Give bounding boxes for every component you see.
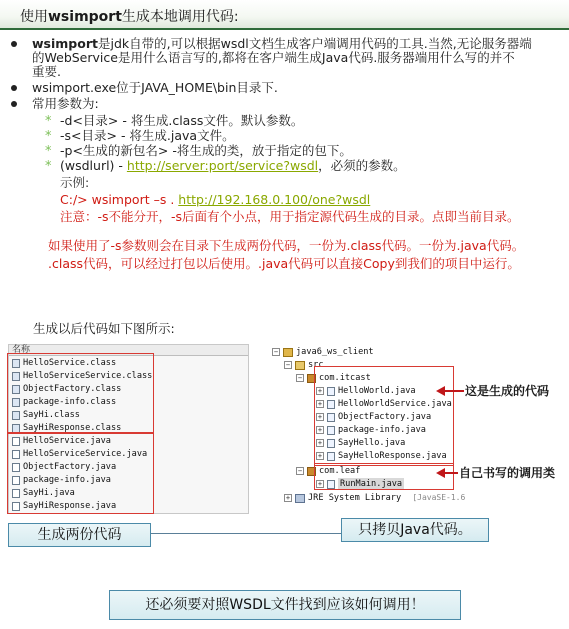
bullet-bold: wsimport	[32, 36, 98, 51]
file-name: ObjectFactory.java	[23, 462, 117, 472]
generated-code-highlight	[314, 366, 454, 466]
command-text: C:/> wsimport –s .	[60, 192, 179, 207]
file-name: SayHiResponse.java	[23, 501, 117, 511]
expand-icon[interactable]: +	[317, 452, 323, 460]
connector-line	[151, 533, 341, 534]
project-icon	[283, 348, 293, 357]
tree-label: package-info.java	[338, 425, 426, 435]
tree-label-selected: RunMain.java	[340, 479, 403, 489]
file-name: package-info.java	[23, 475, 111, 485]
library-version-tag: [JavaSE-1.6	[412, 493, 466, 502]
bullet-list	[8, 37, 563, 271]
example-label: 示例:	[60, 175, 90, 190]
param-item	[8, 128, 563, 143]
title-suffix: 生成本地调用代码:	[121, 9, 239, 25]
bullet-text-line2: 的WebService是用什么语言写的,都将在客户端生成Java代码.服务器端用什么写的并不	[32, 50, 515, 65]
own-code-highlight	[314, 463, 454, 490]
bullet-dot-icon	[11, 85, 17, 91]
example-command	[8, 192, 563, 207]
file-name: package-info.class	[23, 397, 117, 407]
expand-icon[interactable]: +	[285, 494, 291, 502]
expand-icon[interactable]: +	[317, 426, 323, 434]
file-name: HelloService.class	[23, 358, 117, 368]
collapse-icon[interactable]: −	[297, 467, 303, 475]
tree-label: SayHelloResponse.java	[338, 451, 447, 461]
tree-label: HelloWorld.java	[338, 386, 416, 396]
collapse-icon[interactable]: −	[285, 361, 291, 369]
tree-label: java6_ws_client	[296, 347, 374, 357]
class-files-highlight	[7, 353, 154, 434]
expand-icon[interactable]: +	[317, 400, 323, 408]
example-note: 注意：-s不能分开，-s后面有个小点，用于指定源代码生成的目录。点即当前目录。	[60, 209, 520, 224]
section-subtitle: 生成以后代码如下图所示:	[33, 321, 175, 336]
param-text: -p<生成的新包名> -将生成的类，放于指定的包下。	[60, 143, 352, 158]
collapse-icon[interactable]: −	[273, 348, 279, 356]
tree-library[interactable]	[284, 492, 465, 504]
bullet-item	[8, 97, 563, 111]
tree-label: HelloWorldService.java	[338, 399, 452, 409]
bullet-text-line3: 重要.	[32, 64, 61, 79]
tree-label: com.itcast	[319, 373, 371, 383]
title-prefix: 使用	[20, 9, 48, 25]
slide-title	[20, 6, 239, 26]
tree-label: JRE System Library	[308, 493, 402, 503]
bullet-dot-icon	[11, 41, 17, 47]
callout-own: 自己书写的调用类	[459, 466, 556, 480]
expand-icon[interactable]: +	[317, 413, 323, 421]
java-files-highlight	[7, 432, 154, 514]
param-text: -d<目录> - 将生成.class文件。默认参数。	[60, 113, 304, 128]
file-name: HelloServiceService.class	[23, 371, 153, 381]
example-tip-line2: .class代码，可以经过打包以后使用。.java代码可以直接Copy到我们的项目中运行。	[48, 256, 520, 271]
tree-label: SayHello.java	[338, 438, 406, 448]
source-folder-icon	[295, 361, 305, 370]
file-name: SayHi.class	[23, 410, 80, 420]
bullet-text: wsimport.exe位于JAVA_HOME\bin目录下.	[32, 80, 278, 95]
sub-bullet-icon: *	[45, 159, 52, 174]
arrow-line	[444, 472, 458, 474]
bullet-item	[8, 37, 563, 79]
file-name: HelloServiceService.java	[23, 449, 148, 459]
collapse-icon[interactable]: −	[297, 374, 303, 382]
param-item	[8, 113, 563, 128]
label-box-two-copies: 生成两份代码	[8, 523, 151, 547]
example-url-link[interactable]: http://192.168.0.100/one?wsdl	[178, 192, 371, 207]
tree-label: ObjectFactory.java	[338, 412, 432, 422]
expand-icon[interactable]: +	[317, 480, 323, 488]
param-text: -s<目录> - 将生成.java文件。	[60, 128, 235, 143]
label-box-copy-java: 只拷贝Java代码。	[341, 518, 489, 542]
tree-project[interactable]	[272, 346, 374, 358]
param-item	[8, 143, 563, 158]
param-text-suffix: ，必须的参数。	[318, 158, 406, 173]
expand-icon[interactable]: +	[317, 439, 323, 447]
sub-bullet-icon: *	[45, 129, 52, 144]
bullet-text: 常用参数为:	[32, 96, 99, 111]
tree-label: src	[308, 360, 324, 370]
sub-bullet-icon: *	[45, 114, 52, 129]
bullet-item	[8, 81, 563, 95]
title-bold: wsimport	[48, 9, 122, 25]
wsdl-link[interactable]: http://server:port/service?wsdl	[126, 158, 319, 173]
bottom-note-box: 还必须要对照WSDL文件找到应该如何调用！	[109, 590, 461, 620]
bullet-dot-icon	[11, 101, 17, 107]
sub-bullet-icon: *	[45, 144, 52, 159]
example-tip-line1: 如果使用了-s参数则会在目录下生成两份代码，一份为.class代码。一份为.java代码。	[48, 238, 525, 253]
library-icon	[295, 494, 305, 503]
param-item	[8, 158, 563, 173]
arrow-line	[444, 390, 464, 392]
slide-title-bar	[0, 0, 569, 30]
file-name: SayHiResponse.class	[23, 423, 122, 433]
column-header[interactable]: 名称	[9, 345, 248, 356]
bullet-text: 是jdk自带的,可以根据wsdl文档生成客户端调用代码的工具.当然,无论服务器端	[97, 36, 532, 51]
callout-generated: 这是生成的代码	[465, 384, 550, 398]
expand-icon[interactable]: +	[317, 387, 323, 395]
file-name: SayHi.java	[23, 488, 75, 498]
file-name: HelloService.java	[23, 436, 111, 446]
param-text: (wsdlurl) -	[60, 158, 127, 173]
file-name: ObjectFactory.class	[23, 384, 122, 394]
tree-label: com.leaf	[319, 466, 361, 476]
